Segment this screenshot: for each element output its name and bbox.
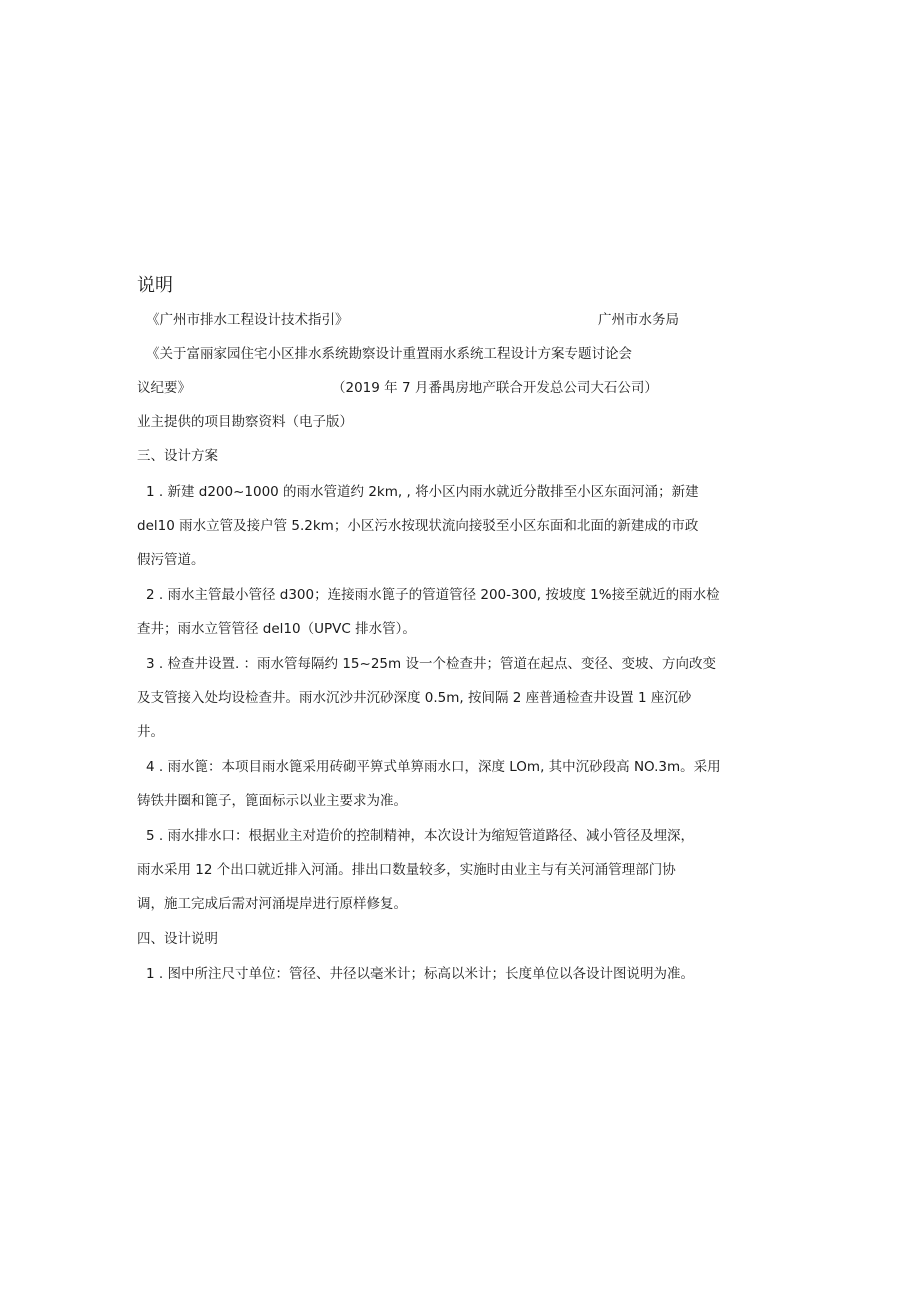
ref-minutes-issuer: （2019 年 7 月番禺房地产联合开发总公司大石公司） (332, 380, 658, 396)
page-title: 说明 (137, 275, 173, 296)
scheme-item-1-line3: 假污管道。 (137, 552, 205, 568)
scheme-item-1-line1: 1 . 新建 d200~1000 的雨水管道约 2km, , 将小区内雨水就近分散排至小区东面河涌；新建 (146, 484, 699, 500)
scheme-item-3-line2: 及支管接入处均设检查井。雨水沉沙井沉砂深度 0.5m, 按间隔 2 座普通检查井设置 1 座沉砂 (137, 690, 692, 706)
scheme-item-3-line1: 3 . 检查井设置. ：雨水管每隔约 15~25m 设一个检查井；管道在起点、变径、变坡、方向改变 (146, 656, 716, 672)
ref-guideline-title: 《广州市排水工程设计技术指引》 (146, 312, 349, 328)
ref-survey-data: 业主提供的项目勘察资料（电子版） (137, 414, 353, 430)
section-heading-design-notes: 四、设计说明 (137, 931, 218, 947)
ref-minutes-title-line2: 议纪要》 (137, 380, 191, 396)
notes-item-1-line1: 1 . 图中所注尺寸单位：管径、井径以毫米计；标高以米计；长度单位以各设计图说明为准。 (146, 966, 694, 982)
scheme-item-2-line2: 查井；雨水立管管径 del10（UPVC 排水管）。 (137, 621, 416, 637)
scheme-item-4-line2: 铸铁井圈和篦子，篦面标示以业主要求为准。 (137, 793, 407, 809)
ref-guideline-issuer: 广州市水务局 (598, 312, 679, 328)
ref-minutes-title-line1: 《关于富丽家园住宅小区排水系统勘察设计重置雨水系统工程设计方案专题讨论会 (146, 346, 632, 362)
scheme-item-5-line3: 调，施工完成后需对河涌堤岸进行原样修复。 (137, 896, 407, 912)
scheme-item-3-line3: 井。 (137, 724, 164, 740)
section-heading-design-scheme: 三、设计方案 (137, 448, 218, 464)
scheme-item-5-line1: 5 . 雨水排水口：根据业主对造价的控制精神，本次设计为缩短管道路径、减小管径及埋深， (146, 828, 694, 844)
scheme-item-2-line1: 2 . 雨水主管最小管径 d300；连接雨水篦子的管道管径 200-300, 按坡度 1%接至就近的雨水检 (146, 587, 720, 603)
scheme-item-1-line2: del10 雨水立管及接户管 5.2km；小区污水按现状流向接驳至小区东面和北面的新建成的市政 (137, 518, 699, 534)
scheme-item-5-line2: 雨水采用 12 个出口就近排入河涌。排出口数量较多，实施时由业主与有关河涌管理部门协 (137, 862, 676, 878)
scheme-item-4-line1: 4 . 雨水篦：本项目雨水篦采用砖砌平箅式单箅雨水口，深度 LOm, 其中沉砂段高 NO.3m。采用 (146, 759, 721, 775)
